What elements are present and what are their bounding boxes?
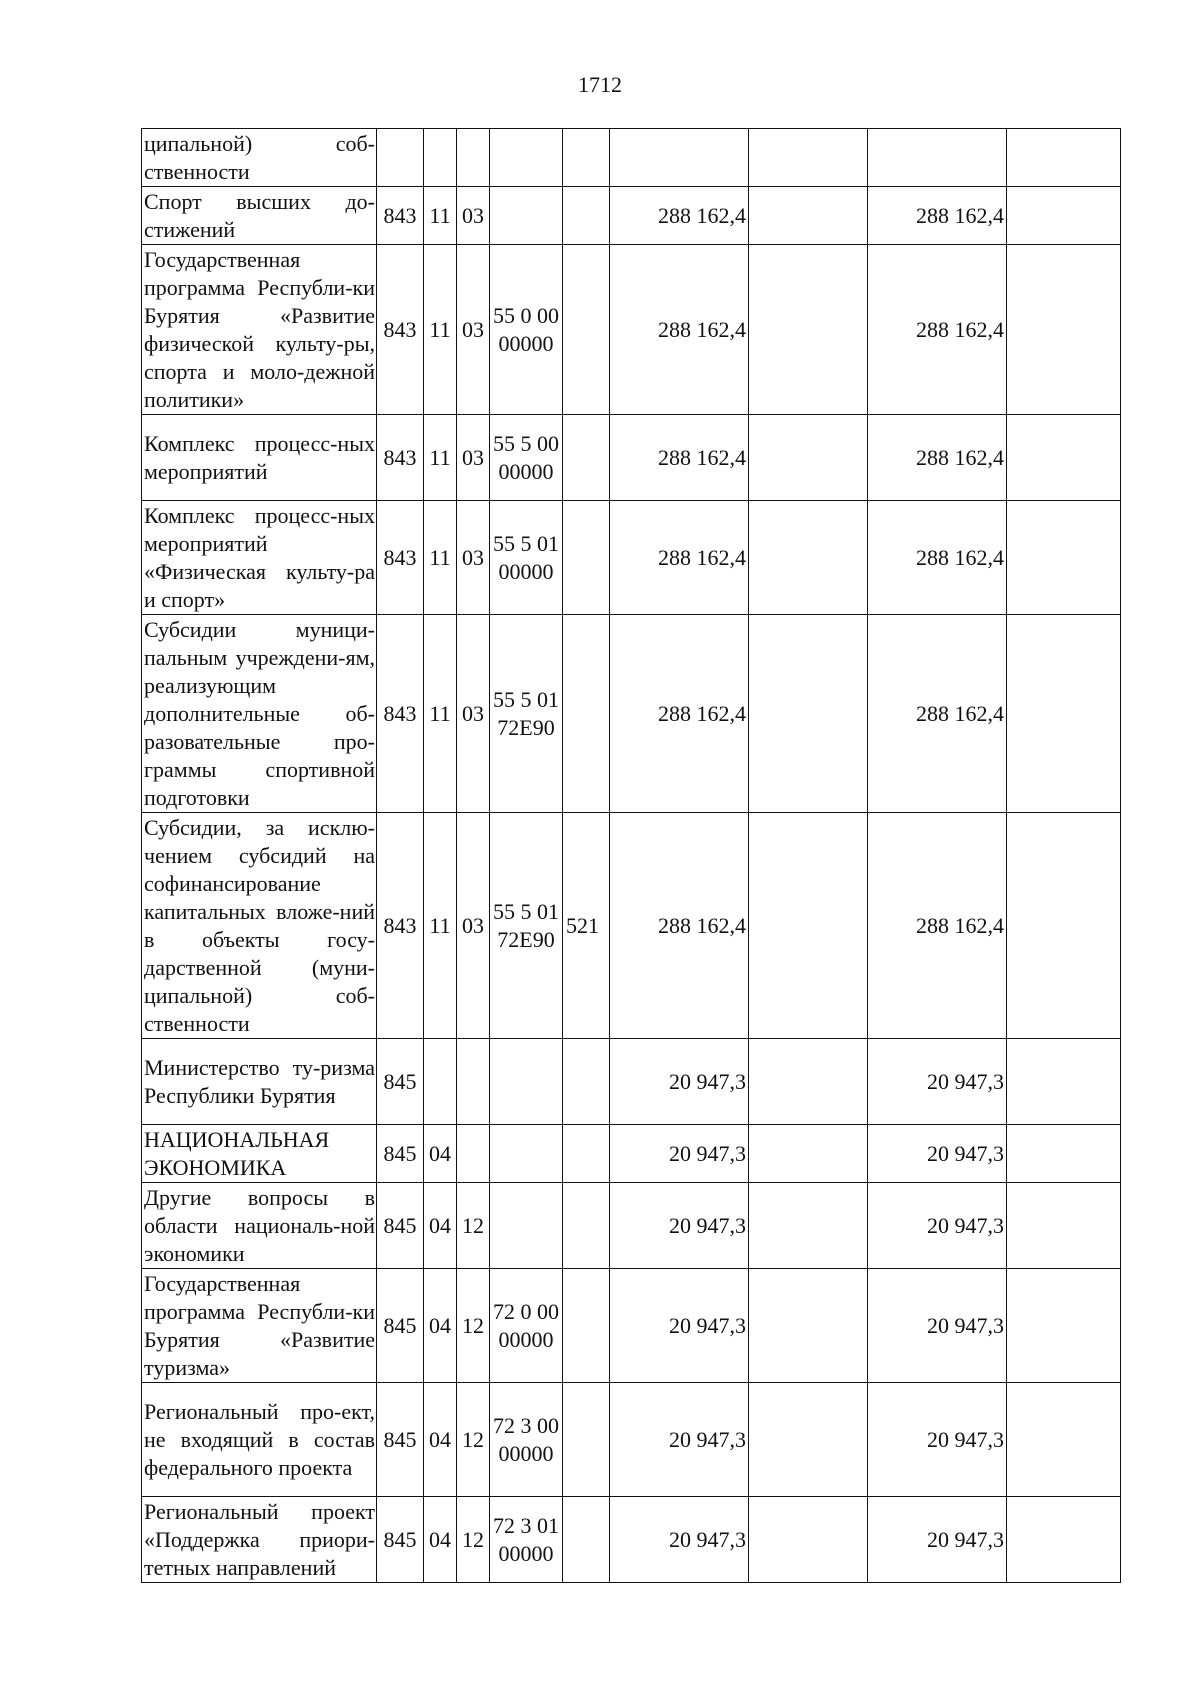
table-row [142,1269,1121,1383]
section-code: 04 [424,1383,457,1497]
table-row [142,187,1121,245]
expense-type-code [563,415,610,501]
section-code: 11 [424,501,457,615]
column-7-cell [749,1269,868,1383]
expense-type-code [563,501,610,615]
department-code: 843 [377,501,424,615]
target-article-code: 72 0 00 00000 [490,1269,563,1383]
amount-second: 288 162,4 [868,415,1007,501]
amount-first: 288 162,4 [610,187,749,245]
amount-second: 288 162,4 [868,501,1007,615]
amount-second: 20 947,3 [868,1183,1007,1269]
section-code: 11 [424,245,457,415]
amount-second: 288 162,4 [868,615,1007,813]
row-name: Субсидии муници-пальным учреждени-ям, реализующим дополнительные об-разовательные про-граммы спортивной подготовки [142,615,377,813]
amount-first: 288 162,4 [610,813,749,1039]
expense-type-code [563,1039,610,1125]
row-name: Комплекс процесс-ных мероприятий [142,415,377,501]
section-code [424,1039,457,1125]
column-7-cell [749,1383,868,1497]
column-7-cell [749,245,868,415]
target-article-code: 55 5 00 00000 [490,415,563,501]
subsection-code [457,1125,490,1183]
subsection-code: 03 [457,615,490,813]
column-7-cell [749,1039,868,1125]
target-article-code [490,1125,563,1183]
subsection-code: 12 [457,1497,490,1583]
subsection-code: 03 [457,187,490,245]
department-code: 843 [377,187,424,245]
column-9-cell [1007,501,1121,615]
section-code: 11 [424,813,457,1039]
table-row [142,615,1121,813]
target-article-code: 55 0 00 00000 [490,245,563,415]
section-code: 04 [424,1183,457,1269]
amount-second: 20 947,3 [868,1269,1007,1383]
subsection-code [457,1039,490,1125]
column-7-cell [749,1125,868,1183]
table-row [142,1125,1121,1183]
row-name: Комплекс процесс-ных мероприятий «Физическая культу-ра и спорт» [142,501,377,615]
row-name: Министерство ту-ризма Республики Бурятия [142,1039,377,1125]
row-name: Субсидии, за исклю-чением субсидий на софинансирование капитальных вложе-ний в объекты госу-дарственной (муни-ципальной) соб-ственности [142,813,377,1039]
page-number: 1712 [578,72,622,97]
amount-first: 20 947,3 [610,1125,749,1183]
row-name: Другие вопросы в области националь-ной экономики [142,1183,377,1269]
subsection-code: 12 [457,1383,490,1497]
budget-allocation-table [141,128,1121,1583]
amount-first [610,129,749,187]
table-body [142,129,1121,1583]
amount-first: 288 162,4 [610,615,749,813]
table-row [142,129,1121,187]
column-7-cell [749,501,868,615]
target-article-code [490,1039,563,1125]
amount-first: 20 947,3 [610,1383,749,1497]
amount-second [868,129,1007,187]
amount-second: 20 947,3 [868,1383,1007,1497]
expense-type-code: 521 [563,813,610,1039]
amount-second: 288 162,4 [868,245,1007,415]
expense-type-code [563,615,610,813]
subsection-code: 03 [457,813,490,1039]
amount-second: 20 947,3 [868,1125,1007,1183]
subsection-code: 12 [457,1269,490,1383]
amount-first: 20 947,3 [610,1269,749,1383]
section-code: 04 [424,1125,457,1183]
target-article-code: 55 5 01 00000 [490,501,563,615]
row-name: Спорт высших до-стижений [142,187,377,245]
department-code: 845 [377,1039,424,1125]
row-name: Государственная программа Республи-ки Бурятия «Развитие туризма» [142,1269,377,1383]
column-9-cell [1007,615,1121,813]
section-code: 11 [424,615,457,813]
amount-second: 288 162,4 [868,813,1007,1039]
table-row [142,501,1121,615]
expense-type-code [563,129,610,187]
column-9-cell [1007,245,1121,415]
subsection-code: 03 [457,501,490,615]
department-code: 845 [377,1497,424,1583]
column-9-cell [1007,1383,1121,1497]
column-9-cell [1007,415,1121,501]
department-code: 843 [377,245,424,415]
column-7-cell [749,415,868,501]
department-code: 845 [377,1125,424,1183]
row-name: ципальной) соб-ственности [142,129,377,187]
amount-first: 20 947,3 [610,1039,749,1125]
column-9-cell [1007,1269,1121,1383]
column-7-cell [749,1183,868,1269]
department-code: 843 [377,415,424,501]
subsection-code: 03 [457,245,490,415]
expense-type-code [563,187,610,245]
section-code: 11 [424,415,457,501]
column-9-cell [1007,1125,1121,1183]
amount-second: 20 947,3 [868,1039,1007,1125]
amount-first: 20 947,3 [610,1183,749,1269]
table-row [142,813,1121,1039]
target-article-code: 72 3 00 00000 [490,1383,563,1497]
column-7-cell [749,813,868,1039]
amount-first: 288 162,4 [610,415,749,501]
column-9-cell [1007,813,1121,1039]
target-article-code [490,1183,563,1269]
row-name: Региональный про-ект, не входящий в состав федерального проекта [142,1383,377,1497]
target-article-code [490,129,563,187]
column-9-cell [1007,129,1121,187]
amount-first: 20 947,3 [610,1497,749,1583]
expense-type-code [563,1183,610,1269]
column-7-cell [749,187,868,245]
amount-first: 288 162,4 [610,245,749,415]
column-9-cell [1007,187,1121,245]
section-code [424,129,457,187]
expense-type-code [563,1383,610,1497]
subsection-code [457,129,490,187]
target-article-code: 55 5 01 72E90 [490,615,563,813]
amount-first: 288 162,4 [610,501,749,615]
expense-type-code [563,1269,610,1383]
department-code: 845 [377,1383,424,1497]
table-row [142,1183,1121,1269]
amount-second: 288 162,4 [868,187,1007,245]
target-article-code: 55 5 01 72E90 [490,813,563,1039]
department-code: 843 [377,615,424,813]
table-row [142,1497,1121,1583]
column-9-cell [1007,1497,1121,1583]
column-7-cell [749,1497,868,1583]
table-row [142,1039,1121,1125]
expense-type-code [563,1497,610,1583]
subsection-code: 12 [457,1183,490,1269]
subsection-code: 03 [457,415,490,501]
expense-type-code [563,1125,610,1183]
row-name: НАЦИОНАЛЬНАЯ ЭКОНОМИКА [142,1125,377,1183]
amount-second: 20 947,3 [868,1497,1007,1583]
row-name: Государственная программа Республи-ки Бурятия «Развитие физической культу-ры, спорта и моло-дежной политики» [142,245,377,415]
section-code: 11 [424,187,457,245]
expense-type-code [563,245,610,415]
column-7-cell [749,129,868,187]
section-code: 04 [424,1497,457,1583]
department-code: 845 [377,1269,424,1383]
section-code: 04 [424,1269,457,1383]
department-code [377,129,424,187]
target-article-code: 72 3 01 00000 [490,1497,563,1583]
table-row [142,1383,1121,1497]
department-code: 843 [377,813,424,1039]
column-7-cell [749,615,868,813]
table-row [142,415,1121,501]
target-article-code [490,187,563,245]
column-9-cell [1007,1039,1121,1125]
row-name: Региональный проект «Поддержка приори-тетных направлений [142,1497,377,1583]
table-row [142,245,1121,415]
column-9-cell [1007,1183,1121,1269]
department-code: 845 [377,1183,424,1269]
